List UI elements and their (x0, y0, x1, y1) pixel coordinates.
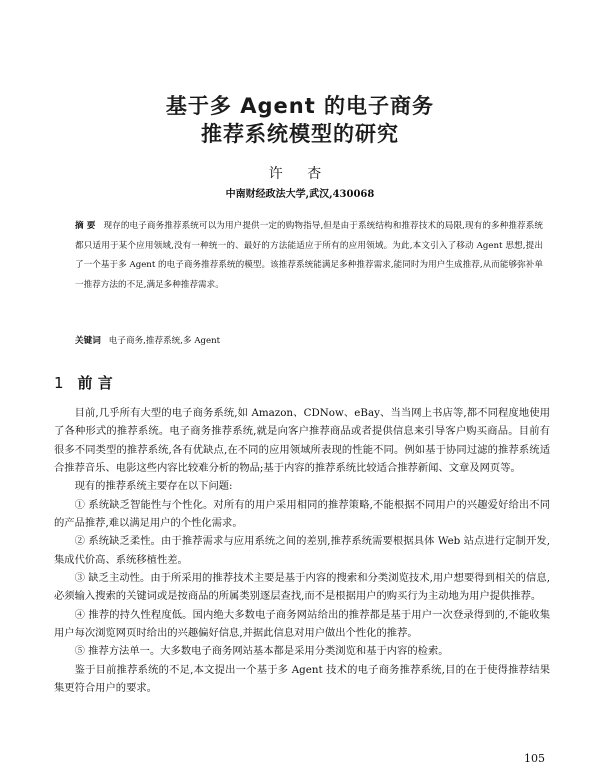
section-title: 前 言 (77, 374, 113, 392)
paragraph: ⑤ 推荐方法单一。大多数电子商务网站基本都是采用分类浏览和基于内容的检索。 (74, 645, 449, 658)
page-number: 105 (524, 752, 545, 765)
paper-title-line-2: 推荐系统模型的研究 (201, 122, 399, 146)
abstract-text: 现存的电子商务推荐系统可以为用户提供一定的购物指导,但是由于系统结构和推荐技术的局限,现有的多种推荐系统都只适用于某个应用领域,没有一种统一的、最好的方法能适应于所有的应用领域。为此,本文引入了移动 Agent 思想,提出了一个基于多 Agent 的电子商务推荐系统的模型。该推荐系统能满足多种推荐需求,能同时为用户生成推荐,从而能够弥补单一推荐方法的不足,满足多种推荐需求。 (75, 221, 544, 290)
abstract-label: 摘 要 (75, 221, 96, 231)
paragraph: 现有的推荐系统主要存在以下问题: (74, 480, 233, 493)
section-number: 1 (54, 374, 64, 392)
paper-title-line-1: 基于多 Agent 的电子商务 (165, 94, 435, 118)
keywords (75, 333, 543, 349)
body-text (54, 404, 550, 698)
section-heading (54, 372, 113, 393)
paragraph: ④ 推荐的持久性程度低。国内绝大多数电子商务网站给出的推荐都是基于用户一次登录得到的,不能收集用户每次浏览网页时给出的兴趣偏好信息,并据此信息对用户做出个性化的推荐。 (54, 608, 550, 640)
paragraph: ① 系统缺乏智能性与个性化。对所有的用户采用相同的推荐策略,不能根据不同用户的兴趣爱好给出不同的产品推荐,难以满足用户的个性化需求。 (54, 498, 550, 530)
abstract (75, 217, 543, 295)
author-affiliation: 中南财经政法大学,武汉,430068 (225, 189, 375, 200)
author-name: 许 杏 (268, 166, 332, 182)
paragraph: ③ 缺乏主动性。由于所采用的推荐技术主要是基于内容的搜索和分类浏览技术,用户想要得到相关的信息,必须输入搜索的关键词或是按商品的所属类别逐层查找,而不是根据用户的购买行为主动地为用户提供推荐。 (54, 572, 550, 603)
paragraph: ② 系统缺乏柔性。由于推荐需求与应用系统之间的差别,推荐系统需要根据具体 Web 站点进行定制开发,集成代价高、系统移植性差。 (54, 535, 550, 566)
paragraph: 鉴于目前推荐系统的不足,本文提出一个基于多 Agent 技术的电子商务推荐系统,目的在于使得推荐结果集更符合用户的要求。 (54, 663, 550, 695)
keywords-label: 关键词 (75, 336, 101, 346)
keywords-text: 电子商务,推荐系统,多 Agent (108, 336, 221, 346)
paragraph: 目前,几乎所有大型的电子商务系统,如 Amazon、CDNow、eBay、当当网上书店等,都不同程度地使用了各种形式的推荐系统。电子商务推荐系统,就是向客户推荐商品或者提供信息来引导客户购买商品。目前有很多不同类型的推荐系统,各有优缺点,在不同的应用领域所表现的性能不同。例如基于协同过滤的推荐系统适合推荐音乐、电影这些内容比较难分析的物品;基于内容的推荐系统比较适合推荐新闻、文章及网页等。 (54, 407, 550, 475)
